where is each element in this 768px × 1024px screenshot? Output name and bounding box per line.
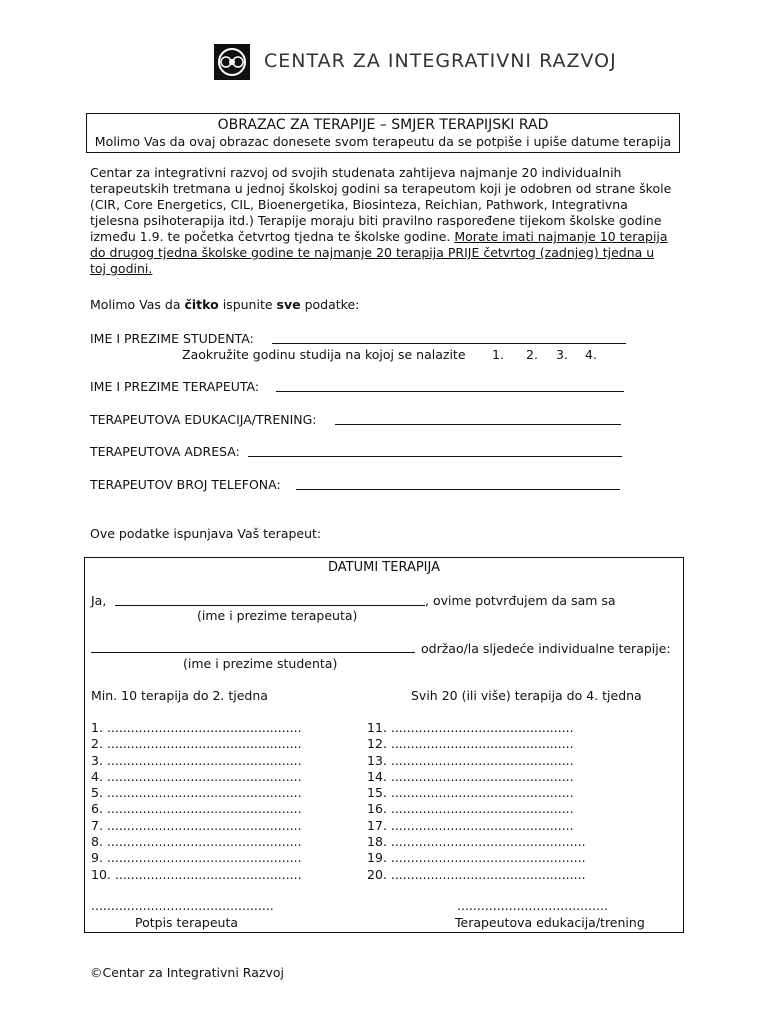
student-name-confirm-field[interactable] [91, 652, 415, 653]
instruction-text: ispunite [218, 297, 277, 312]
therapy-slot[interactable]: 15. .............................................. [367, 785, 574, 801]
therapist-address-label: TERAPEUTOVA ADRESA: [90, 444, 240, 459]
therapy-slot[interactable]: 1. ................................................. [91, 720, 302, 735]
therapy-slot[interactable]: 4. ................................................. [91, 768, 302, 784]
therapist-phone-label: TERAPEUTOV BROJ TELEFONA: [90, 477, 281, 492]
intro-line [90, 229, 690, 245]
footer-copyright: ©Centar za Integrativni Razvoj [90, 965, 284, 980]
confirmation-prefix: Ja, [91, 593, 107, 608]
left-column-heading: Min. 10 terapija do 2. tjedna [91, 688, 268, 703]
therapist-address-field[interactable] [248, 456, 622, 457]
organization-name: CENTAR ZA INTEGRATIVNI RAZVOJ [264, 50, 617, 72]
instruction-text: podatke: [300, 297, 360, 312]
therapy-slot[interactable]: 8. ................................................. [91, 834, 302, 850]
intro-line: terapeutskih tretmana u jednoj školskoj godini sa terapeutom koji je odobren od strane škole [90, 181, 672, 196]
student-name-label: IME I PREZIME STUDENTA: [90, 331, 254, 346]
therapy-slot[interactable]: 11. .............................................. [367, 720, 574, 735]
therapy-slot[interactable]: 6. ................................................. [91, 801, 302, 817]
intro-line: Centar za integrativni razvoj od svojih studenata zahtijeva najmanje 20 individualnih [90, 165, 622, 180]
instruction-emphasis: sve [276, 297, 301, 312]
therapy-slot[interactable]: 3. ................................................. [91, 752, 302, 768]
therapist-name-field[interactable] [276, 391, 624, 392]
intro-text: između 1.9. te početka četvrtog tjedna te školske godine. [90, 229, 455, 244]
therapist-section-note: Ove podatke ispunjava Vaš terapeut: [90, 526, 322, 541]
therapy-slot[interactable]: 9. ................................................. [91, 850, 302, 866]
therapy-slot[interactable]: 19. ................................................. [367, 850, 586, 866]
therapy-dates-title: DATUMI TERAPIJA [327, 560, 441, 575]
therapy-slot[interactable]: 10. ............................................... [91, 866, 302, 882]
year-option-1[interactable]: 1. [492, 347, 504, 362]
student-name-caption: (ime i prezime studenta) [183, 656, 338, 671]
year-prompt: Zaokružite godinu studija na kojoj se nalazite [182, 347, 466, 362]
form-subtitle: Molimo Vas da ovaj obrazac donesete svom terapeutu da se potpiše i upiše datume terapija [94, 134, 672, 149]
instruction-emphasis: čitko [184, 297, 219, 312]
therapy-slot[interactable]: 13. .............................................. [367, 752, 574, 768]
intro-line: (CIR, Core Energetics, CIL, Bioenergetika, Biosinteza, Reichian, Pathwork, Integrativna [90, 197, 628, 212]
therapy-list-left [91, 720, 302, 883]
therapist-education-label: TERAPEUTOVA EDUKACIJA/TRENING: [90, 412, 317, 427]
therapist-education-caption: Terapeutova edukacija/trening [455, 915, 645, 930]
therapist-education-field[interactable] [335, 424, 621, 425]
logo-emblem [214, 44, 250, 80]
right-column-heading: Svih 20 (ili više) terapija do 4. tjedna [411, 688, 642, 703]
therapy-slot[interactable]: 16. .............................................. [367, 801, 574, 817]
year-option-2[interactable]: 2. [526, 347, 538, 362]
therapy-slot[interactable]: 14. .............................................. [367, 768, 574, 784]
intro-requirement: do drugog tjedna školske godine te najmanje 20 terapija PRIJE četvrtog (zadnjeg) tjedna u [90, 245, 655, 260]
therapy-slot[interactable]: 7. ................................................. [91, 817, 302, 833]
instruction-text: Molimo Vas da [90, 297, 185, 312]
therapy-list-right [367, 720, 586, 883]
intro-paragraph [90, 165, 690, 277]
year-option-3[interactable]: 3. [556, 347, 568, 362]
therapy-slot[interactable]: 18. ................................................. [367, 834, 586, 850]
intro-requirement: toj godini. [90, 261, 153, 276]
intro-line: tjelesna psihoterapija itd.) Terapije moraju biti pravilno raspoređene tijekom školske godine [90, 213, 662, 228]
form-title: OBRAZAC ZA TERAPIJE – SMJER TERAPIJSKI RAD [217, 117, 549, 133]
therapy-slot[interactable]: 20. ................................................. [367, 866, 586, 882]
therapist-name-label: IME I PREZIME TERAPEUTA: [90, 379, 260, 394]
therapy-dates-box [84, 557, 684, 933]
therapist-phone-field[interactable] [296, 489, 620, 490]
therapist-name-confirm-field[interactable] [115, 605, 425, 606]
held-therapies-text: održao/la sljedeće individualne terapije: [421, 641, 671, 656]
therapy-slot[interactable]: 12. .............................................. [367, 736, 574, 752]
form-title-box [86, 113, 680, 153]
student-name-field[interactable] [272, 343, 626, 344]
therapy-slot[interactable]: 5. ................................................. [91, 785, 302, 801]
intro-requirement: Morate imati najmanje 10 terapija [454, 229, 668, 244]
confirmation-suffix: , ovime potvrđujem da sam sa [425, 593, 616, 608]
circle-emblem-icon [214, 44, 250, 80]
therapist-signature-line[interactable]: .............................................. [91, 898, 274, 913]
therapist-signature-caption: Potpis terapeuta [135, 915, 239, 930]
therapy-slot[interactable]: 17. .............................................. [367, 817, 574, 833]
therapist-education-signature-line[interactable]: ...................................... [457, 898, 608, 913]
therapist-name-caption: (ime i prezime terapeuta) [197, 608, 358, 623]
year-option-4[interactable]: 4. [585, 347, 597, 362]
fill-instruction [90, 297, 359, 313]
therapy-slot[interactable]: 2. ................................................. [91, 736, 302, 752]
